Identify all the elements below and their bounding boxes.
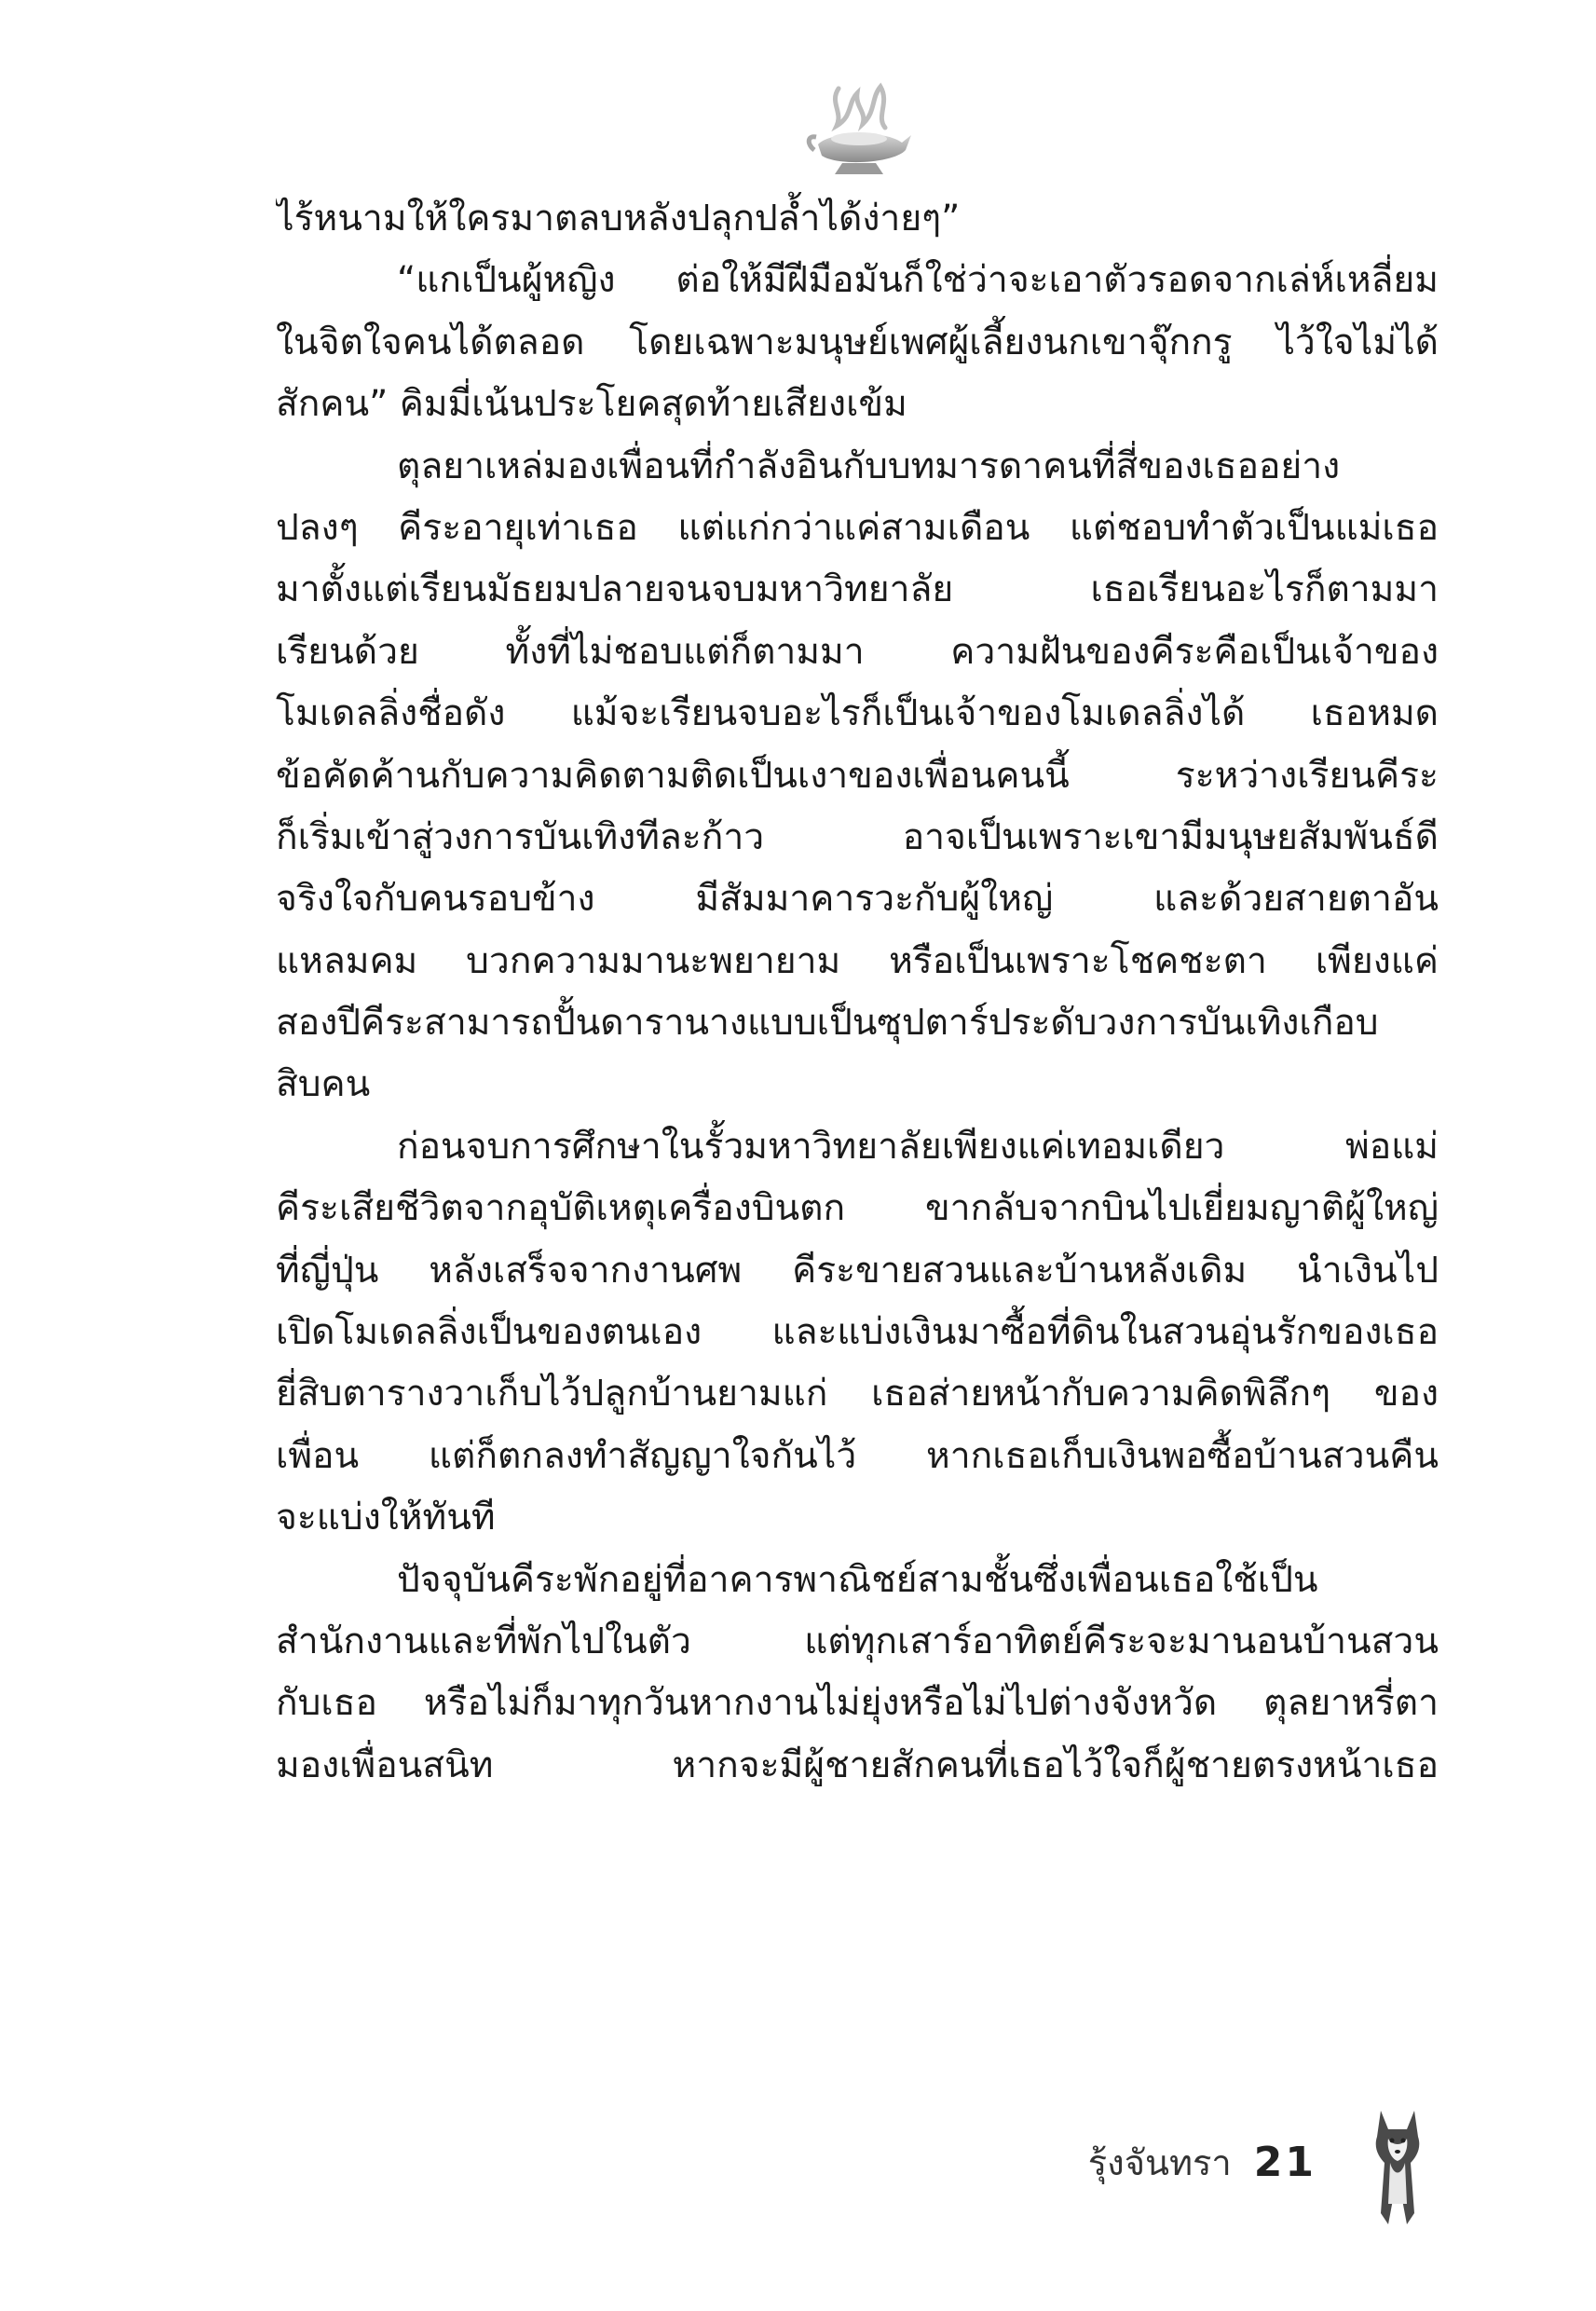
page-footer: [1088, 2129, 1316, 2195]
text-line: ตุลยาเหล่มองเพื่อนที่กำลังอินกับบทมารดาคนที่สี่ของเธออย่าง: [397, 444, 1341, 487]
text-line: เรียนด้วย ทั้งที่ไม่ชอบแต่ก็ตามมา ความฝันของคีระคือเป็นเจ้าของ: [276, 630, 1439, 673]
book-title: รุ้งจันทรา: [1087, 2141, 1232, 2183]
text-line: ก็เริ่มเข้าสู่วงการบันเทิงทีละก้าว อาจเป็นเพราะเขามีมนุษยสัมพันธ์ดี: [276, 815, 1439, 858]
text-line: มาตั้งแต่เรียนมัธยมปลายจนจบมหาวิทยาลัย เธอเรียนอะไรก็ตามมา: [276, 568, 1439, 611]
text-line: สักคน” คิมมี่เน้นประโยคสุดท้ายเสียงเข้ม: [276, 383, 907, 426]
text-line: มองเพื่อนสนิท หากจะมีผู้ชายสักคนที่เธอไว้ใจก็ผู้ชายตรงหน้าเธอ: [276, 1744, 1439, 1786]
text-line: สำนักงานและที่พักไปในตัว แต่ทุกเสาร์อาทิตย์คีระจะมานอนบ้านสวน: [276, 1620, 1439, 1662]
text-line: โมเดลลิ่งชื่อดัง แม้จะเรียนจบอะไรก็เป็นเจ้าของโมเดลลิ่งได้ เธอหมด: [276, 692, 1439, 735]
text-line: ข้อคัดค้านกับความคิดตามติดเป็นเงาของเพื่อนคนนี้ ระหว่างเรียนคีระ: [276, 754, 1439, 797]
text-line: จะแบ่งให้ทันที: [276, 1497, 496, 1539]
text-line: ยี่สิบตารางวาเก็บไว้ปลูกบ้านยามแก่ เธอส่ายหน้ากับความคิดพิลึกๆ ของ: [276, 1373, 1439, 1415]
text-line: ปัจจุบันคีระพักอยู่ที่อาคารพาณิชย์สามชั้นซึ่งเพื่อนเธอใช้เป็น: [397, 1558, 1318, 1601]
text-line: ที่ญี่ปุ่น หลังเสร็จจากงานศพ คีระขายสวนและบ้านหลังเดิม นำเงินไป: [276, 1249, 1439, 1292]
text-line: ไร้หนามให้ใครมาตลบหลังปลุกปล้ำได้ง่ายๆ”: [276, 198, 961, 239]
husky-dog-icon: [1360, 2101, 1435, 2232]
text-line: คีระเสียชีวิตจากอุบัติเหตุเครื่องบินตก ขากลับจากบินไปเยี่ยมญาติผู้ใหญ่: [276, 1187, 1439, 1230]
text-line: เพื่อน แต่ก็ตกลงทำสัญญาใจกันไว้ หากเธอเก็บเงินพอซื้อบ้านสวนคืน: [276, 1434, 1439, 1477]
body-text: [276, 188, 1439, 1797]
text-line: ก่อนจบการศึกษาในรั้วมหาวิทยาลัยเพียงแค่เทอมเดียว พ่อแม่: [397, 1125, 1439, 1168]
text-line: แหลมคม บวกความมานะพยายาม หรือเป็นเพราะโชคชะตา เพียงแค่: [276, 939, 1439, 982]
text-line: กับเธอ หรือไม่ก็มาทุกวันหากงานไม่ยุ่งหรือไม่ไปต่างจังหวัด ตุลยาหรี่ตา: [276, 1682, 1439, 1725]
lamp-ornament-icon: [801, 70, 922, 191]
text-line: เปิดโมเดลลิ่งเป็นของตนเอง และแบ่งเงินมาซื้อที่ดินในสวนอุ่นรักของเธอ: [276, 1311, 1439, 1354]
text-line: ในจิตใจคนได้ตลอด โดยเฉพาะมนุษย์เพศผู้เลี้ยงนกเขาจุ๊กกรู ไว้ใจไม่ได้: [276, 321, 1439, 363]
text-line: ปลงๆ คีระอายุเท่าเธอ แต่แก่กว่าแค่สามเดือน แต่ชอบทำตัวเป็นแม่เธอ: [276, 506, 1439, 549]
page-number: 21: [1253, 2138, 1316, 2186]
text-line: “แกเป็นผู้หญิง ต่อให้มีฝีมือมันก็ใช่ว่าจะเอาตัวรอดจากเล่ห์เหลี่ยม: [397, 259, 1439, 302]
text-line: สิบคน: [276, 1063, 371, 1106]
text-line: สองปีคีระสามารถปั้นดารานางแบบเป็นซุปตาร์ประดับวงการบันเทิงเกือบ: [276, 1002, 1379, 1045]
text-line: จริงใจกับคนรอบข้าง มีสัมมาคารวะกับผู้ใหญ่ และด้วยสายตาอัน: [276, 878, 1439, 921]
